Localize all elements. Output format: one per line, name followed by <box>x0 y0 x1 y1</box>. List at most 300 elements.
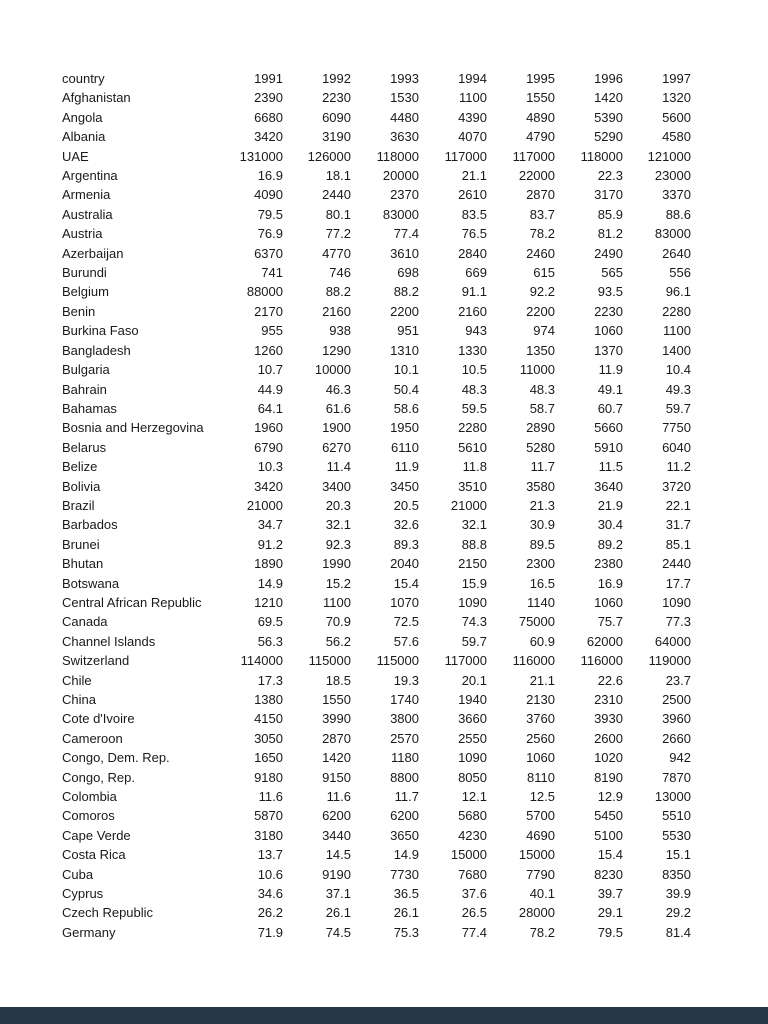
value-cell: 34.6 <box>257 886 283 902</box>
value-cell: 1330 <box>458 342 487 358</box>
country-cell: Chile <box>62 672 92 688</box>
value-cell: 669 <box>465 265 487 281</box>
country-cell: Cote d'Ivoire <box>62 711 135 727</box>
value-cell: 5100 <box>594 827 623 843</box>
value-cell: 4890 <box>526 109 555 125</box>
value-cell: 59.7 <box>665 400 691 416</box>
value-cell: 79.5 <box>257 206 283 222</box>
value-cell: 1290 <box>322 342 351 358</box>
value-cell: 1960 <box>254 420 283 436</box>
value-cell: 1210 <box>254 594 283 610</box>
value-cell: 1060 <box>594 323 623 339</box>
value-cell: 7790 <box>526 866 555 882</box>
value-cell: 2230 <box>594 303 623 319</box>
value-cell: 5390 <box>594 109 623 125</box>
value-cell: 2370 <box>390 187 419 203</box>
value-cell: 32.1 <box>461 517 487 533</box>
table-row <box>62 574 691 593</box>
value-cell: 70.9 <box>325 614 351 630</box>
value-cell: 72.5 <box>393 614 419 630</box>
value-cell: 131000 <box>239 148 283 164</box>
value-cell: 1090 <box>458 594 487 610</box>
value-cell: 74.5 <box>325 924 351 940</box>
value-cell: 20.3 <box>325 497 351 513</box>
value-cell: 2570 <box>390 730 419 746</box>
value-cell: 11.4 <box>326 459 351 475</box>
value-cell: 19.3 <box>393 672 419 688</box>
value-cell: 76.5 <box>461 226 487 242</box>
value-cell: 1740 <box>390 692 419 707</box>
value-cell: 30.4 <box>597 517 623 533</box>
value-cell: 20000 <box>382 168 419 184</box>
value-cell: 15.2 <box>325 575 351 591</box>
value-cell: 1180 <box>391 750 419 766</box>
value-cell: 81.2 <box>597 226 623 242</box>
value-cell: 49.1 <box>597 381 623 397</box>
value-cell: 942 <box>669 750 691 766</box>
table-row <box>62 147 691 166</box>
value-cell: 3170 <box>594 187 623 203</box>
value-cell: 746 <box>329 265 351 281</box>
value-cell: 5450 <box>594 808 623 824</box>
value-cell: 8110 <box>527 769 555 785</box>
country-cell: Czech Republic <box>62 905 154 921</box>
country-cell: Bulgaria <box>62 362 110 378</box>
value-cell: 34.7 <box>257 517 283 533</box>
value-cell: 115000 <box>376 653 419 669</box>
country-cell: Australia <box>62 206 113 222</box>
value-cell: 60.9 <box>529 633 555 649</box>
value-cell: 8230 <box>594 866 623 882</box>
value-cell: 12.5 <box>529 789 555 805</box>
table-row <box>62 185 691 204</box>
value-cell: 12.1 <box>461 789 487 805</box>
value-cell: 12.9 <box>597 789 623 805</box>
value-cell: 9180 <box>254 769 283 785</box>
country-cell: Albania <box>62 129 106 145</box>
country-cell: Belgium <box>62 284 109 300</box>
value-cell: 6090 <box>322 109 351 125</box>
table-row <box>62 690 691 709</box>
table-row <box>62 282 691 301</box>
country-cell: Canada <box>62 614 108 630</box>
value-cell: 1070 <box>390 594 419 610</box>
column-header-year: 1995 <box>526 71 555 86</box>
table-row <box>62 321 691 340</box>
value-cell: 15.1 <box>665 847 691 863</box>
value-cell: 89.5 <box>529 536 555 552</box>
value-cell: 7680 <box>458 866 487 882</box>
value-cell: 48.3 <box>529 381 555 397</box>
value-cell: 10.5 <box>461 362 487 378</box>
value-cell: 1100 <box>663 323 691 339</box>
value-cell: 64.1 <box>257 400 283 416</box>
value-cell: 8800 <box>390 769 419 785</box>
value-cell: 85.9 <box>597 206 623 222</box>
value-cell: 69.5 <box>257 614 283 630</box>
table-row <box>62 923 691 942</box>
value-cell: 1380 <box>254 692 283 707</box>
value-cell: 3580 <box>526 478 555 494</box>
table-row <box>62 806 691 825</box>
country-cell: Central African Republic <box>62 594 202 610</box>
value-cell: 71.9 <box>257 924 283 940</box>
column-header-country: country <box>62 71 105 86</box>
value-cell: 93.5 <box>597 284 623 300</box>
value-cell: 26.2 <box>257 905 283 921</box>
value-cell: 5610 <box>458 439 487 455</box>
country-cell: Austria <box>62 226 103 242</box>
table-row <box>62 108 691 127</box>
value-cell: 121000 <box>647 148 691 164</box>
value-cell: 21000 <box>450 497 487 513</box>
value-cell: 91.1 <box>461 284 487 300</box>
value-cell: 77.2 <box>325 226 351 242</box>
value-cell: 57.6 <box>393 633 419 649</box>
value-cell: 15.4 <box>597 847 623 863</box>
value-cell: 3760 <box>526 711 555 727</box>
value-cell: 32.6 <box>393 517 419 533</box>
value-cell: 46.3 <box>325 381 351 397</box>
table-row <box>62 457 691 476</box>
value-cell: 77.4 <box>393 226 419 242</box>
country-cell: Bolivia <box>62 478 101 494</box>
value-cell: 118000 <box>580 148 623 164</box>
country-cell: Bangladesh <box>62 342 131 358</box>
country-cell: Channel Islands <box>62 633 156 649</box>
value-cell: 61.6 <box>325 400 351 416</box>
value-cell: 89.2 <box>597 536 623 552</box>
value-cell: 14.5 <box>325 847 351 863</box>
value-cell: 9190 <box>322 866 351 882</box>
country-cell: Congo, Rep. <box>62 769 135 785</box>
value-cell: 29.2 <box>665 905 691 921</box>
value-cell: 2200 <box>526 303 555 319</box>
table-row <box>62 244 691 263</box>
value-cell: 1140 <box>527 594 555 610</box>
table-row <box>62 612 691 631</box>
value-cell: 698 <box>397 265 419 281</box>
value-cell: 4070 <box>458 129 487 145</box>
value-cell: 3930 <box>594 711 623 727</box>
value-cell: 3610 <box>390 245 419 261</box>
table-row <box>62 845 691 864</box>
value-cell: 3640 <box>594 478 623 494</box>
data-table <box>62 69 691 942</box>
value-cell: 2170 <box>254 303 283 319</box>
table-row <box>62 787 691 806</box>
value-cell: 30.9 <box>529 517 555 533</box>
value-cell: 15000 <box>450 847 487 863</box>
value-cell: 1350 <box>526 342 555 358</box>
value-cell: 5290 <box>594 129 623 145</box>
value-cell: 13.7 <box>257 847 283 863</box>
table-row <box>62 399 691 418</box>
value-cell: 3990 <box>322 711 351 727</box>
value-cell: 10.1 <box>393 362 419 378</box>
column-header-year: 1992 <box>322 71 351 86</box>
value-cell: 5510 <box>662 808 691 824</box>
viewer-footer-bar <box>0 1007 768 1024</box>
value-cell: 56.2 <box>325 633 351 649</box>
table-row <box>62 651 691 670</box>
value-cell: 7750 <box>662 420 691 436</box>
value-cell: 1950 <box>390 420 419 436</box>
value-cell: 2840 <box>458 245 487 261</box>
value-cell: 14.9 <box>393 847 419 863</box>
value-cell: 16.5 <box>529 575 555 591</box>
value-cell: 117000 <box>444 653 487 669</box>
column-header-year: 1996 <box>594 71 623 86</box>
table-row <box>62 127 691 146</box>
value-cell: 36.5 <box>393 886 419 902</box>
value-cell: 11.6 <box>326 789 351 805</box>
value-cell: 2230 <box>322 90 351 106</box>
value-cell: 8050 <box>458 769 487 785</box>
value-cell: 3800 <box>390 711 419 727</box>
value-cell: 1550 <box>526 90 555 106</box>
value-cell: 37.1 <box>325 886 351 902</box>
value-cell: 2890 <box>526 420 555 436</box>
country-cell: UAE <box>62 148 89 164</box>
value-cell: 16.9 <box>597 575 623 591</box>
value-cell: 1310 <box>390 342 419 358</box>
value-cell: 28000 <box>518 905 555 921</box>
value-cell: 21.3 <box>529 497 555 513</box>
value-cell: 114000 <box>240 653 283 669</box>
value-cell: 75.7 <box>597 614 623 630</box>
table-row <box>62 380 691 399</box>
value-cell: 76.9 <box>257 226 283 242</box>
value-cell: 1090 <box>662 594 691 610</box>
value-cell: 3720 <box>662 478 691 494</box>
value-cell: 1320 <box>662 90 691 106</box>
value-cell: 75.3 <box>393 924 419 940</box>
value-cell: 1060 <box>594 594 623 610</box>
value-cell: 955 <box>261 323 283 339</box>
value-cell: 2610 <box>458 187 487 203</box>
country-cell: Cameroon <box>62 730 123 746</box>
value-cell: 1940 <box>458 692 487 707</box>
value-cell: 2870 <box>322 730 351 746</box>
value-cell: 22000 <box>518 168 555 184</box>
value-cell: 75000 <box>518 614 555 630</box>
table-row <box>62 88 691 107</box>
value-cell: 5600 <box>662 109 691 125</box>
value-cell: 3450 <box>390 478 419 494</box>
value-cell: 1020 <box>594 750 623 766</box>
country-cell: Burkina Faso <box>62 323 139 339</box>
value-cell: 1090 <box>458 750 487 766</box>
value-cell: 58.7 <box>529 400 555 416</box>
value-cell: 3650 <box>390 827 419 843</box>
value-cell: 2660 <box>662 730 691 746</box>
value-cell: 2380 <box>594 556 623 572</box>
value-cell: 37.6 <box>461 886 487 902</box>
value-cell: 62000 <box>586 633 623 649</box>
value-cell: 1060 <box>526 750 555 766</box>
value-cell: 1550 <box>322 692 351 707</box>
table-row <box>62 166 691 185</box>
value-cell: 6790 <box>254 439 283 455</box>
value-cell: 10.7 <box>257 362 283 378</box>
value-cell: 4580 <box>662 129 691 145</box>
value-cell: 1260 <box>254 342 283 358</box>
value-cell: 64000 <box>654 633 691 649</box>
value-cell: 18.5 <box>325 672 351 688</box>
value-cell: 74.3 <box>461 614 487 630</box>
value-cell: 1650 <box>254 750 283 766</box>
value-cell: 10.3 <box>257 459 283 475</box>
country-cell: Botswana <box>62 575 120 591</box>
value-cell: 81.4 <box>665 924 691 940</box>
value-cell: 92.3 <box>325 536 351 552</box>
country-cell: Belize <box>62 459 98 475</box>
country-cell: Angola <box>62 109 103 125</box>
value-cell: 2150 <box>458 556 487 572</box>
country-cell: Bahamas <box>62 400 117 416</box>
table-row <box>62 535 691 554</box>
value-cell: 2550 <box>458 730 487 746</box>
value-cell: 26.1 <box>325 905 351 921</box>
value-cell: 56.3 <box>257 633 283 649</box>
table-row <box>62 826 691 845</box>
country-cell: Brazil <box>62 497 95 513</box>
value-cell: 11000 <box>519 362 555 378</box>
country-cell: Bhutan <box>62 556 104 572</box>
value-cell: 9150 <box>322 769 351 785</box>
value-cell: 20.1 <box>461 672 487 688</box>
value-cell: 23000 <box>654 168 691 184</box>
value-cell: 943 <box>465 323 487 339</box>
value-cell: 6270 <box>322 439 351 455</box>
value-cell: 21.1 <box>529 672 555 688</box>
country-cell: Cyprus <box>62 886 104 902</box>
value-cell: 6370 <box>254 245 283 261</box>
value-cell: 2440 <box>322 187 351 203</box>
value-cell: 2440 <box>662 556 691 572</box>
value-cell: 1100 <box>323 594 351 610</box>
value-cell: 3420 <box>254 129 283 145</box>
value-cell: 2390 <box>254 90 283 106</box>
column-header-year: 1991 <box>254 71 283 86</box>
value-cell: 58.6 <box>393 400 419 416</box>
country-cell: Belarus <box>62 439 107 455</box>
value-cell: 49.3 <box>665 381 691 397</box>
value-cell: 88.6 <box>665 206 691 222</box>
value-cell: 118000 <box>376 148 419 164</box>
table-header <box>62 69 691 88</box>
value-cell: 5660 <box>594 420 623 436</box>
country-cell: Benin <box>62 303 96 319</box>
value-cell: 22.3 <box>597 168 623 184</box>
value-cell: 22.1 <box>665 497 691 513</box>
value-cell: 26.1 <box>393 905 419 921</box>
value-cell: 3370 <box>662 187 691 203</box>
value-cell: 29.1 <box>597 905 623 921</box>
country-cell: Bahrain <box>62 381 107 397</box>
value-cell: 11.7 <box>530 459 555 475</box>
value-cell: 2640 <box>662 245 691 261</box>
table-row <box>62 748 691 767</box>
value-cell: 2040 <box>390 556 419 572</box>
value-cell: 6200 <box>322 808 351 824</box>
value-cell: 116000 <box>512 653 555 669</box>
value-cell: 4230 <box>458 827 487 843</box>
value-cell: 3420 <box>254 478 283 494</box>
value-cell: 3400 <box>322 478 351 494</box>
country-cell: Cuba <box>62 866 94 882</box>
table-row <box>62 360 691 379</box>
value-cell: 556 <box>669 265 691 281</box>
value-cell: 21.9 <box>597 497 623 513</box>
value-cell: 13000 <box>654 789 691 805</box>
value-cell: 1890 <box>254 556 283 572</box>
value-cell: 15.4 <box>393 575 419 591</box>
value-cell: 1900 <box>322 420 351 436</box>
table-row <box>62 768 691 787</box>
value-cell: 23.7 <box>665 672 691 688</box>
value-cell: 11.7 <box>394 789 419 805</box>
column-header-year: 1993 <box>390 71 419 86</box>
value-cell: 4790 <box>526 129 555 145</box>
value-cell: 3630 <box>390 129 419 145</box>
country-cell: Armenia <box>62 187 111 203</box>
value-cell: 4150 <box>254 711 283 727</box>
table-row <box>62 593 691 612</box>
value-cell: 78.2 <box>529 924 555 940</box>
value-cell: 77.3 <box>665 614 691 630</box>
table-row <box>62 884 691 903</box>
value-cell: 10.4 <box>665 362 691 378</box>
value-cell: 59.7 <box>461 633 487 649</box>
value-cell: 39.7 <box>597 886 623 902</box>
value-cell: 39.9 <box>665 886 691 902</box>
value-cell: 21000 <box>246 497 283 513</box>
value-cell: 10.6 <box>257 866 283 882</box>
value-cell: 7870 <box>662 769 691 785</box>
country-cell: Comoros <box>62 808 115 824</box>
value-cell: 11.9 <box>598 362 623 378</box>
value-cell: 116000 <box>580 653 623 669</box>
value-cell: 1100 <box>459 90 487 106</box>
country-cell: Afghanistan <box>62 90 131 106</box>
value-cell: 83000 <box>382 206 419 222</box>
value-cell: 119000 <box>648 653 691 669</box>
value-cell: 4090 <box>254 187 283 203</box>
value-cell: 11.6 <box>258 789 283 805</box>
value-cell: 2300 <box>526 556 555 572</box>
value-cell: 3440 <box>322 827 351 843</box>
table-row <box>62 903 691 922</box>
value-cell: 6200 <box>390 808 419 824</box>
value-cell: 60.7 <box>597 400 623 416</box>
value-cell: 11.8 <box>462 459 487 475</box>
value-cell: 96.1 <box>665 284 691 300</box>
value-cell: 80.1 <box>325 206 351 222</box>
value-cell: 615 <box>533 265 555 281</box>
value-cell: 117000 <box>444 148 487 164</box>
value-cell: 4390 <box>458 109 487 125</box>
value-cell: 48.3 <box>461 381 487 397</box>
value-cell: 2160 <box>458 303 487 319</box>
value-cell: 3180 <box>254 827 283 843</box>
value-cell: 44.9 <box>257 381 283 397</box>
country-cell: Brunei <box>62 536 100 552</box>
value-cell: 11.5 <box>598 459 623 475</box>
value-cell: 5870 <box>254 808 283 824</box>
value-cell: 3960 <box>662 711 691 727</box>
